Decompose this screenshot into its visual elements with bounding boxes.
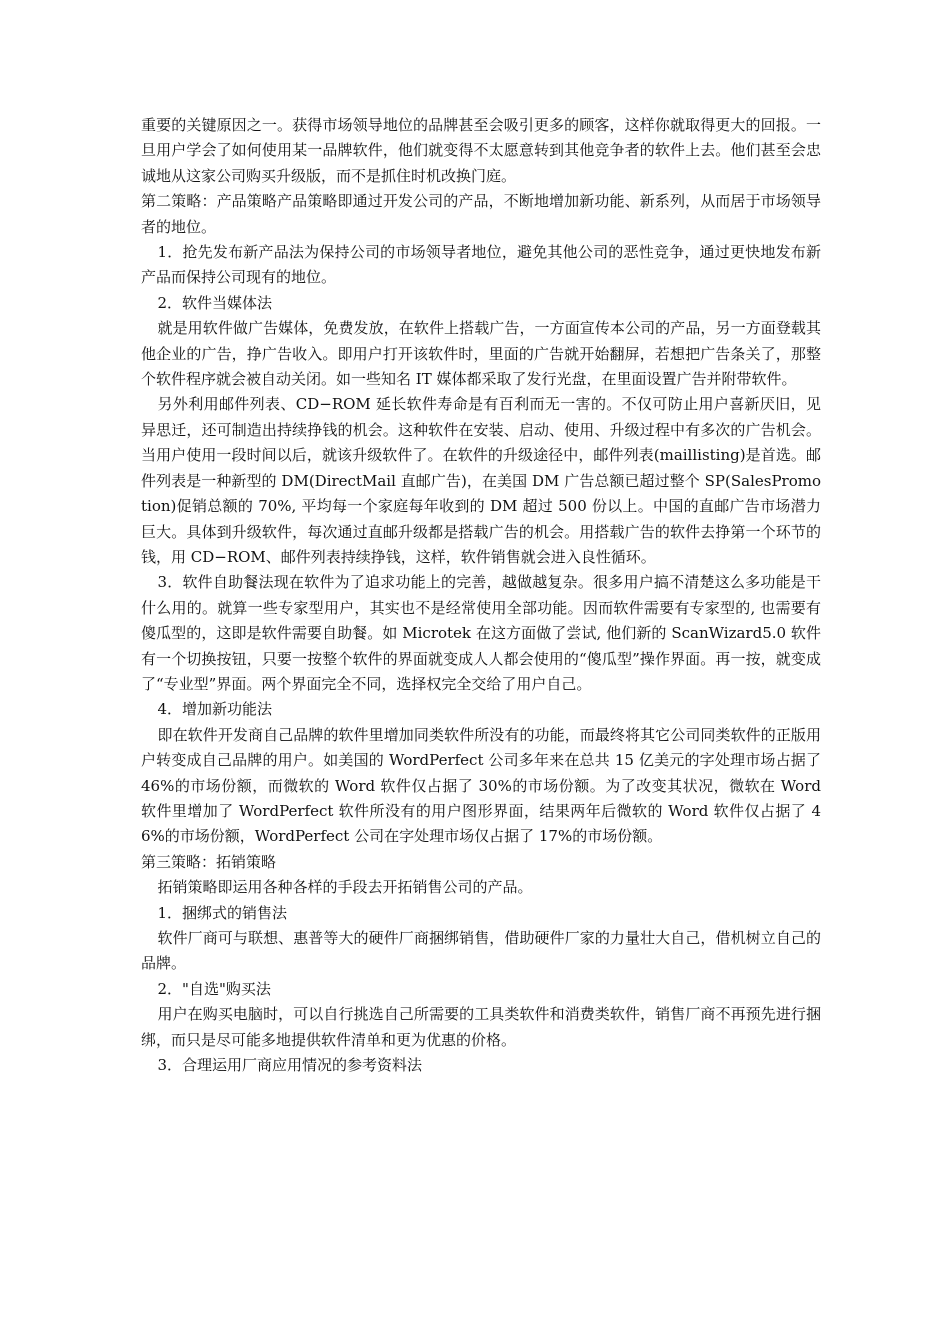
paragraph-self-select-detail: 用户在购买电脑时，可以自行挑选自己所需要的工具类软件和消费类软件，销售厂商不再预先进行捆绑，而只是尽可能多地提供软件清单和更为优惠的价格。 <box>141 1005 821 1049</box>
item-new-product-release: 1．抢先发布新产品法为保持公司的市场领导者地位，避免其他公司的恶性竞争，通过更快地发布新产品而保持公司现有的地位。 <box>141 243 821 287</box>
paragraph-sales-expansion: 拓销策略即运用各种各样的手段去开拓销售公司的产品。 <box>157 878 533 897</box>
document-body <box>141 113 821 1078</box>
paragraph-bundled-sales-detail: 软件厂商可与联想、惠普等大的硬件厂商捆绑销售，借助硬件厂家的力量壮大自己，借机树立自己的品牌。 <box>141 929 821 973</box>
item-reference-materials: 3．合理运用厂商应用情况的参考资料法 <box>157 1056 423 1075</box>
heading-second-strategy: 第二策略：产品策略产品策略即通过开发公司的产品，不断地增加新功能、新系列，从而居于市场领导者的地位。 <box>141 192 821 236</box>
heading-third-strategy: 第三策略：拓销策略 <box>141 852 277 871</box>
paragraph-new-features-detail: 即在软件开发商自己品牌的软件里增加同类软件所没有的功能，而最终将其它公司同类软件的正版用户转变成自己品牌的用户。如美国的 WordPerfect 公司多年来在总共 15 亿美元的字处理市场占据了 46%的市场份额，而微软的 Word 软件仅占据了 30%的市场份额。为了改变其状况，微软在 Word 软件里增加了 WordPerfect 软件所没有的用户图形界面，结果两年后微软的 Word 软件仅占据了 46%的市场份额，WordPerfect 公司在字处理市场仅占据了 17%的市场份额。 <box>141 725 821 846</box>
item-bundled-sales: 1．捆绑式的销售法 <box>157 903 288 922</box>
item-software-as-media: 2．软件当媒体法 <box>157 293 273 312</box>
item-software-buffet: 3．软件自助餐法现在软件为了追求功能上的完善，越做越复杂。很多用户搞不清楚这么多功能是干什么用的。就算一些专家型用户，其实也不是经常使用全部功能。因而软件需要有专家型的, 也需要有傻瓜型的，这即是软件需要自助餐。如 Microtek 在这方面做了尝试, 他们新的 ScanWizard5.0 软件有一个切换按钮，只要一按整个软件的界面就变成人人都会使用的“傻瓜型”操作界面。再一按，就变成了“专业型”界面。两个界面完全不同，选择权完全交给了用户自己。 <box>141 573 821 693</box>
paragraph-software-media-detail: 就是用软件做广告媒体，免费发放，在软件上搭载广告，一方面宣传本公司的产品，另一方面登载其他企业的广告，挣广告收入。即用户打开该软件时，里面的广告就开始翻屏，若想把广告条关了，那整个软件程序就会被自动关闭。如一些知名 IT 媒体都采取了发行光盘，在里面设置广告并附带软件。 <box>141 319 821 389</box>
item-self-select-purchase: 2．"自选"购买法 <box>157 979 271 998</box>
paragraph-mailing-list: 另外利用邮件列表、CD−ROM 延长软件寿命是有百利而无一害的。不仅可防止用户喜新厌旧，见异思迁，还可制造出持续挣钱的机会。这种软件在安装、启动、使用、升级过程中有多次的广告机会。当用户使用一段时间以后，就该升级软件了。在软件的升级途径中，邮件列表(maillisting)是首选。邮件列表是一种新型的 DM(DirectMail 直邮广告)，在美国 DM 广告总额已超过整个 SP(SalesPromotion)促销总额的 70%, 平均每一个家庭每年收到的 DM 超过 500 份以上。中国的直邮广告市场潜力巨大。具体到升级软件，每次通过直邮升级都是搭载广告的机会。用搭载广告的软件去挣第一个环节的钱，用 CD−ROM、邮件列表持续挣钱，这样，软件销售就会进入良性循环。 <box>141 395 821 566</box>
paragraph-market-leadership: 重要的关键原因之一。获得市场领导地位的品牌甚至会吸引更多的顾客，这样你就取得更大的回报。一旦用户学会了如何使用某一品牌软件，他们就变得不太愿意转到其他竞争者的软件上去。他们甚至会忠诚地从这家公司购买升级版，而不是抓住时机改换门庭。 <box>141 116 821 185</box>
item-add-new-features: 4．增加新功能法 <box>157 700 273 719</box>
